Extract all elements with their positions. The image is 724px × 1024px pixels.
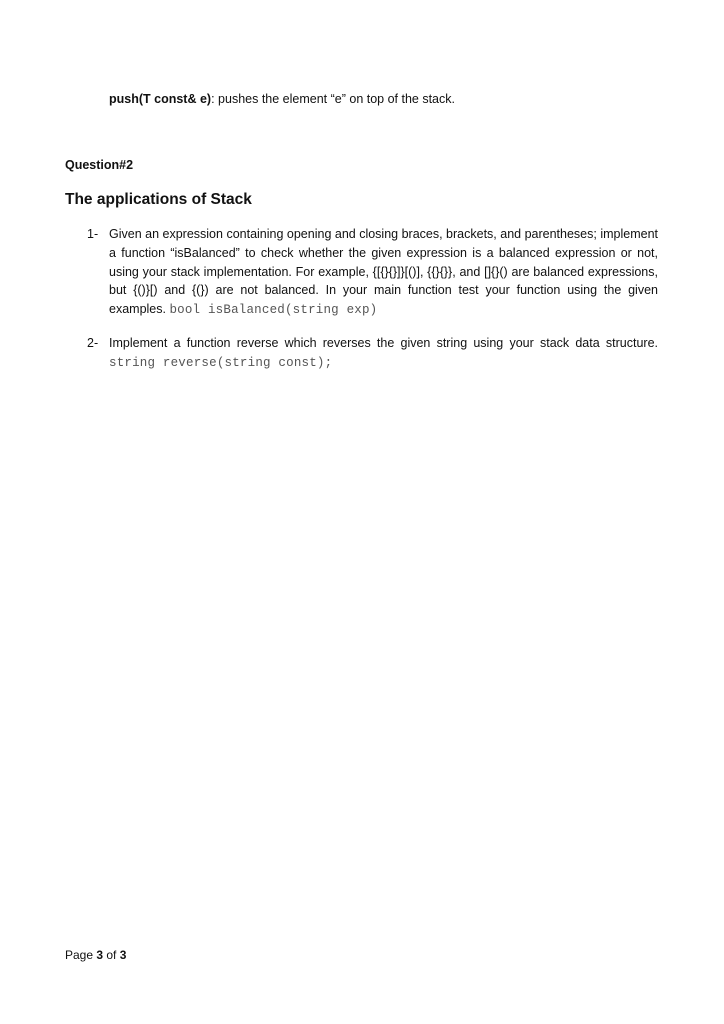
list-item-body: [109, 334, 658, 373]
list-item-text: Given an expression containing opening and closing braces, brackets, and parentheses; implement a function “isBalanced” to check whether the given expression is a balanced expression or not, using your stack implementation. For example, {[{}{}]}[()], {{}{}}, and []{}() are balanced expressions, but {()}[) and {(}) are not balanced. In your main function test your function using the given examples.: [109, 227, 658, 317]
footer-middle: of: [103, 948, 120, 962]
push-method-description: [109, 90, 669, 108]
question-label: Question#2: [65, 158, 134, 172]
footer-prefix: Page: [65, 948, 97, 962]
push-description: : pushes the element “e” on top of the stack.: [211, 92, 455, 106]
list-item: [87, 334, 658, 373]
section-title: The applications of Stack: [65, 191, 252, 208]
page-footer: [65, 946, 126, 964]
current-page-number: 3: [96, 948, 104, 962]
code-snippet: bool isBalanced(string exp): [169, 303, 378, 318]
code-snippet: string reverse(string const);: [109, 355, 333, 370]
push-signature: push(T const& e): [109, 92, 212, 106]
list-item-body: [109, 225, 658, 320]
list-item-text: Implement a function reverse which reverses the given string using your stack data structure.: [109, 336, 658, 350]
list-item-number: 2-: [87, 336, 99, 350]
list-item-number: 1-: [87, 227, 99, 241]
total-page-number: 3: [119, 948, 127, 962]
list-item: [87, 225, 658, 320]
